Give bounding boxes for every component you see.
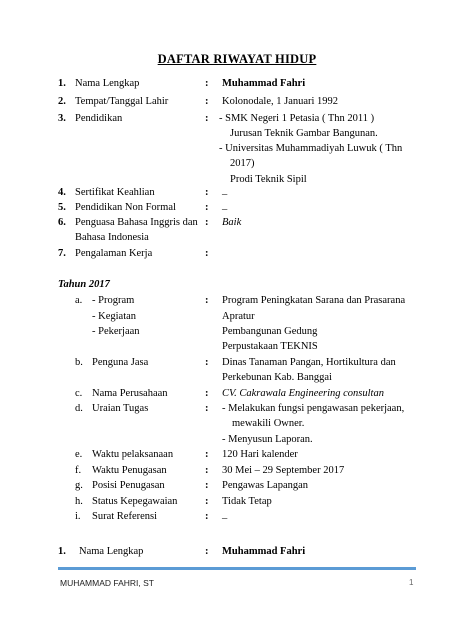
field-value: Pembangunan Gedung (222, 326, 318, 337)
item-letter: f. (75, 465, 82, 476)
item-number: 6. (58, 217, 66, 228)
field-value: 120 Hari kalender (222, 449, 298, 460)
field-value: Program Peningkatan Sarana dan Prasarana (222, 295, 406, 306)
field-value-company: CV. Cakrawala Engineering consultan (222, 388, 384, 399)
field-colon: : (205, 511, 209, 522)
field-value-name: Muhammad Fahri (222, 546, 306, 557)
field-label: Waktu pelaksanaan (92, 449, 174, 460)
item-letter: c. (75, 388, 83, 399)
field-label: Nama Perusahaan (92, 388, 168, 399)
field-colon: : (205, 78, 209, 89)
field-label: Bahasa Indonesia (75, 232, 149, 243)
field-value: - Melakukan fungsi pengawasan pekerjaan, (222, 403, 405, 414)
field-value: 30 Mei – 29 September 2017 (222, 465, 345, 476)
field-colon: : (205, 96, 209, 107)
field-colon: : (205, 546, 209, 557)
item-number: 2. (58, 96, 66, 107)
item-number: 1. (58, 546, 66, 557)
field-colon: : (205, 217, 209, 228)
item-letter: a. (75, 295, 83, 306)
field-colon: : (205, 295, 209, 306)
field-colon: : (205, 187, 209, 198)
field-value: - Menyusun Laporan. (222, 434, 313, 445)
field-colon: : (205, 113, 209, 124)
field-colon: : (205, 465, 209, 476)
item-letter: b. (75, 357, 83, 368)
field-label: - Pekerjaan (92, 326, 140, 337)
field-label: Nama Lengkap (79, 546, 144, 557)
item-number: 5. (58, 202, 66, 213)
field-value-name: Muhammad Fahri (222, 78, 306, 89)
field-label: Pengalaman Kerja (75, 248, 153, 259)
field-label: Pendidikan Non Formal (75, 202, 176, 213)
field-label: Waktu Penugasan (92, 465, 167, 476)
year-heading: Tahun 2017 (58, 279, 110, 290)
field-colon: : (205, 248, 209, 259)
field-label: Pendidikan (75, 113, 123, 124)
page-number: 1 (409, 578, 414, 587)
field-value: _ (222, 509, 228, 520)
field-value-certificate: _ (222, 185, 228, 196)
item-number: 4. (58, 187, 66, 198)
field-value: Dinas Tanaman Pangan, Hortikultura dan (222, 357, 396, 368)
field-colon: : (205, 496, 209, 507)
field-value: Tidak Tetap (222, 496, 272, 507)
field-label: Tempat/Tanggal Lahir (75, 96, 169, 107)
field-value: Apratur (222, 311, 255, 322)
item-letter: h. (75, 496, 83, 507)
field-label: Sertifikat Keahlian (75, 187, 155, 198)
item-number: 3. (58, 113, 66, 124)
field-value: Perkebunan Kab. Banggai (222, 372, 332, 383)
item-letter: i. (75, 511, 81, 522)
field-label: Uraian Tugas (92, 403, 149, 414)
field-colon: : (205, 388, 209, 399)
document-title: DAFTAR RIWAYAT HIDUP (157, 52, 317, 66)
education-line: - SMK Negeri 1 Petasia ( Thn 2011 ) (219, 113, 375, 124)
field-label: Status Kepegawaian (92, 496, 178, 507)
field-value: mewakili Owner. (232, 418, 305, 429)
field-value-nonformal: _ (222, 200, 228, 211)
education-line: 2017) (230, 158, 255, 169)
field-label: Surat Referensi (92, 511, 158, 522)
field-value: Perpustakaan TEKNIS (222, 341, 318, 352)
footer-divider (58, 567, 416, 570)
field-label: Penguasa Bahasa Inggris dan (75, 217, 198, 228)
field-colon: : (205, 449, 209, 460)
education-line: Prodi Teknik Sipil (230, 174, 307, 185)
education-line: Jurusan Teknik Gambar Bangunan. (230, 128, 378, 139)
item-number: 1. (58, 78, 66, 89)
field-colon: : (205, 403, 209, 414)
footer-author: MUHAMMAD FAHRI, ST (60, 578, 154, 588)
field-label: - Program (92, 295, 135, 306)
field-value: Pengawas Lapangan (222, 480, 309, 491)
field-label: - Kegiatan (92, 311, 137, 322)
field-value-language: Baik (222, 217, 242, 228)
field-colon: : (205, 202, 209, 213)
field-label: Penguna Jasa (92, 357, 149, 368)
field-label: Nama Lengkap (75, 78, 140, 89)
item-letter: d. (75, 403, 83, 414)
field-label: Posisi Penugasan (92, 480, 165, 491)
field-value-birth: Kolonodale, 1 Januari 1992 (222, 96, 339, 107)
field-colon: : (205, 480, 209, 491)
item-letter: e. (75, 449, 83, 460)
item-letter: g. (75, 480, 83, 491)
education-line: - Universitas Muhammadiyah Luwuk ( Thn (219, 143, 403, 154)
item-number: 7. (58, 248, 66, 259)
field-colon: : (205, 357, 209, 368)
